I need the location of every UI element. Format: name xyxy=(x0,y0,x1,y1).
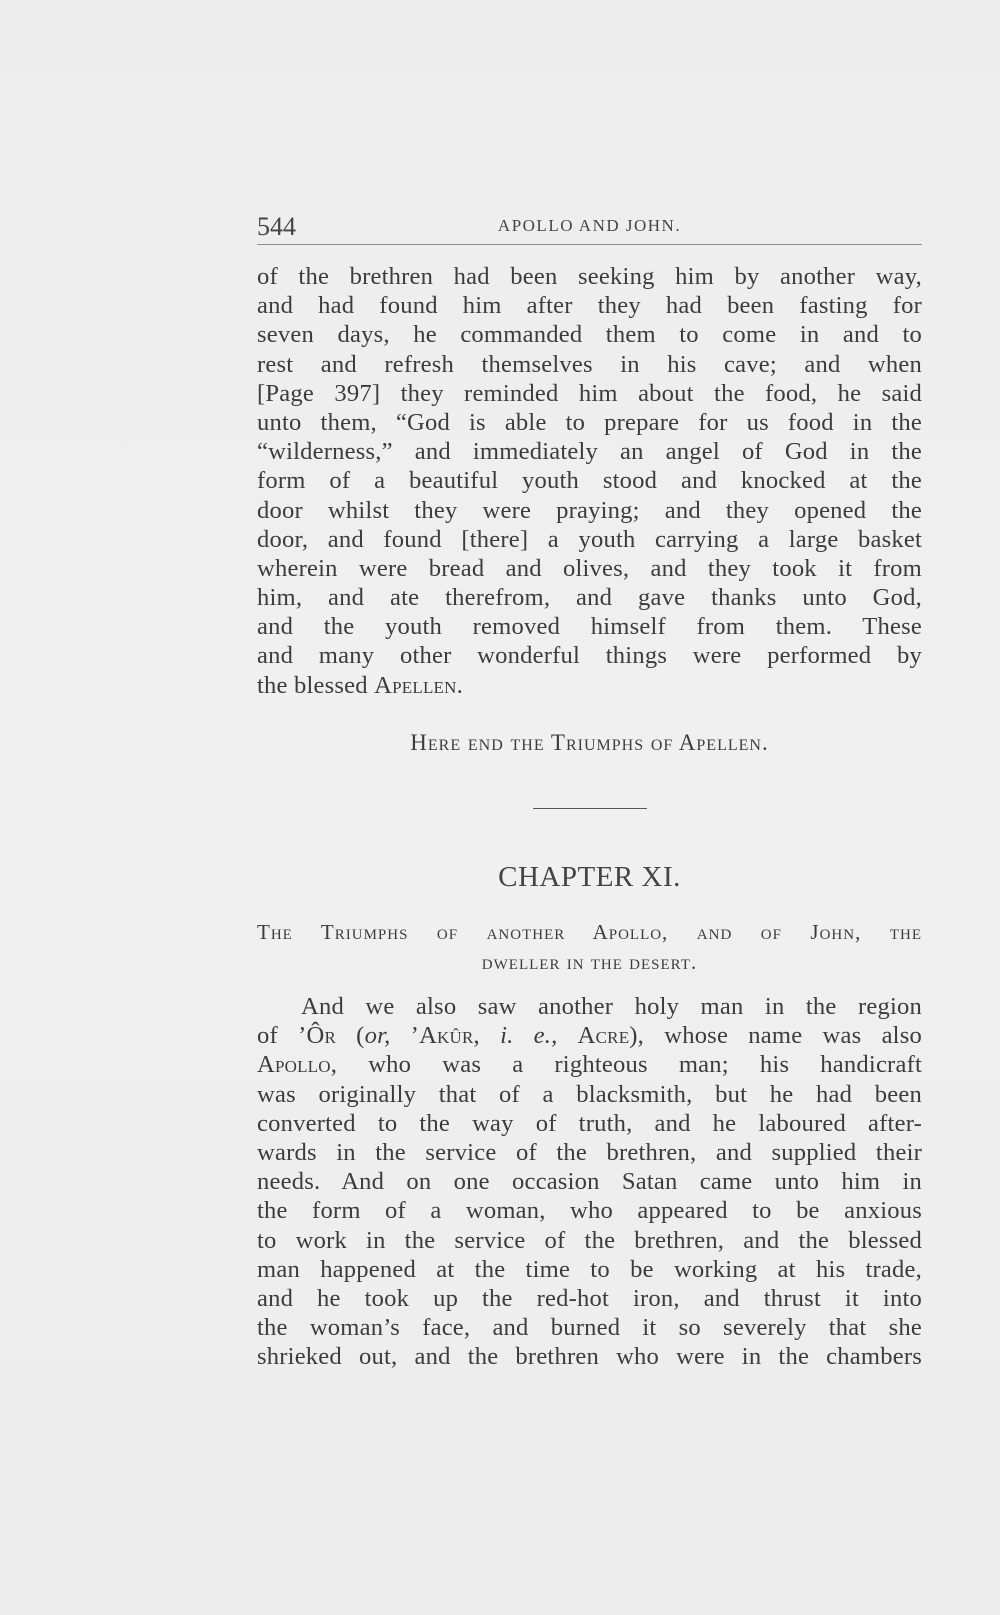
text-fragment: who was a righteous man; his handicraft xyxy=(337,1051,922,1079)
chapter-subtitle-line: dweller in the desert. xyxy=(481,950,698,974)
text-line: wards in the service of the brethren, and supplied their xyxy=(257,1138,922,1166)
page-number: 544 xyxy=(257,212,296,241)
place-akur: Akûr, xyxy=(419,1022,480,1050)
text-fragment xyxy=(480,1022,500,1049)
text-line: shrieked out, and the brethren who were in the chambers xyxy=(257,1343,922,1371)
text-fragment: ’ xyxy=(390,1022,420,1050)
running-head: APOLLO AND JOHN. xyxy=(497,216,682,235)
text-line: [Page 397] they reminded him about the food, he said xyxy=(257,379,922,407)
text-line: door, and found [there] a youth carrying a large basket xyxy=(257,525,922,553)
text-line: and many other wonderful things were performed by xyxy=(257,642,922,670)
text-italic: or, xyxy=(364,1022,391,1050)
text-line xyxy=(257,671,922,700)
text-line: the form of a woman, who appeared to be anxious xyxy=(257,1197,922,1225)
text-line: rest and refresh themselves in his cave; and when xyxy=(257,350,922,378)
chapter-subtitle xyxy=(257,917,922,977)
page-header xyxy=(257,208,922,245)
chapter-title: CHAPTER XI. xyxy=(498,861,681,893)
place-acre: Acre xyxy=(577,1022,630,1050)
text-line: and had found him after they had been fasting for xyxy=(257,292,922,320)
text-line: unto them, “God is able to prepare for us food in the xyxy=(257,408,922,436)
text-fragment xyxy=(557,1022,577,1049)
text-line: And we also saw another holy man in the region xyxy=(301,993,922,1020)
text-line: to work in the service of the brethren, and the blessed xyxy=(257,1226,922,1254)
name-apollo: Apollo, xyxy=(257,1051,338,1079)
chapter-subtitle-line: The Triumphs of another Apollo, and of John, the xyxy=(257,920,922,944)
text-fragment: of ’ xyxy=(257,1022,307,1050)
text-line: and the youth removed himself from them. These xyxy=(257,613,922,641)
text-line: needs. And on one occasion Satan came unto him in xyxy=(257,1168,922,1196)
text-line: of the brethren had been seeking him by another way, xyxy=(257,263,922,290)
text-line xyxy=(257,1021,922,1050)
text-line: the woman’s face, and burned it so severely that she xyxy=(257,1314,922,1342)
text-line xyxy=(257,1050,922,1079)
text-fragment: ), whose name was also xyxy=(629,1022,922,1050)
text-line: him, and ate therefrom, and gave thanks unto God, xyxy=(257,584,922,612)
chapter-paragraph xyxy=(257,992,922,1371)
name-apellen: Apellen. xyxy=(374,671,463,699)
text-line: door whilst they were praying; and they opened the xyxy=(257,496,922,524)
text-line: man happened at the time to be working at his trade, xyxy=(257,1255,922,1283)
text-italic: i. e., xyxy=(500,1022,558,1050)
section-divider xyxy=(533,808,647,809)
text-line: “wilderness,” and immediately an angel of God in the xyxy=(257,438,922,466)
text-fragment: ( xyxy=(335,1022,365,1050)
section-end-note: Here end the Triumphs of Apellen. xyxy=(410,730,769,755)
text-line: wherein were bread and olives, and they took it from xyxy=(257,554,922,582)
text-line: seven days, he commanded them to come in and to xyxy=(257,321,922,349)
text-line: and he took up the red-hot iron, and thrust it into xyxy=(257,1284,922,1312)
place-or: Ôr xyxy=(306,1022,336,1050)
paragraph-continuation xyxy=(257,262,922,700)
text-fragment: the blessed xyxy=(257,671,375,699)
text-line: converted to the way of truth, and he laboured after- xyxy=(257,1109,922,1137)
text-line: form of a beautiful youth stood and knocked at the xyxy=(257,467,922,495)
text-line: was originally that of a blacksmith, but he had been xyxy=(257,1080,922,1108)
